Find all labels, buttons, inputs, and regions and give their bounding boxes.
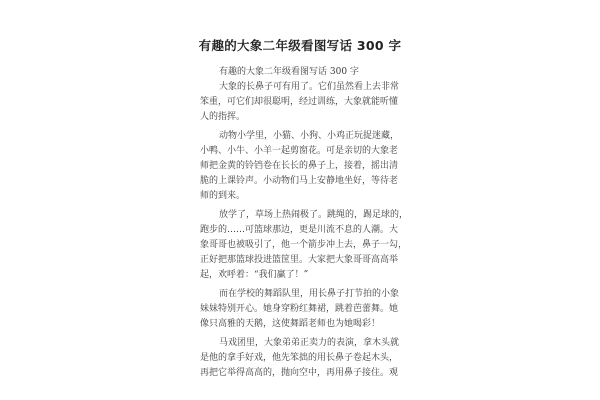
paragraph [200, 129, 415, 204]
paragraph-line: 人的指挥。 [200, 112, 246, 122]
paragraph-line: 马戏团里，大象弟弟正卖力的表演，拿木头就 [219, 338, 400, 348]
article-body [200, 63, 415, 385]
page-title: 有趣的大象二年级看图写话 300 字 [198, 38, 402, 53]
paragraph-line: 师把金黄的铃铛卷在长长的鼻子上，接着，摇出清 [200, 161, 399, 171]
paragraph-line: 小鸭、小牛、小羊一起剪窗花。可是亲切的大象老 [200, 146, 399, 156]
paragraph [200, 287, 415, 332]
paragraph-line: 跑步的……可篮球那边，更是川流不息的人潮。大 [200, 225, 399, 235]
paragraph-line: 正好把那篮球投进篮筐里。大家把大象哥哥高高举 [200, 255, 399, 265]
paragraph-line: 是他的拿手好戏，他先笨拙的用长鼻子卷起木头， [200, 353, 399, 363]
paragraph [200, 208, 415, 283]
paragraph-line: 放学了，草场上热闹极了。跳绳的，踢足球的， [219, 210, 409, 220]
paragraph-line: 象哥哥也被吸引了，他一个箭步冲上去，鼻子一勾， [200, 240, 408, 250]
paragraph-line: 像只高雅的天鹅，这使舞蹈老师也为她喝彩！ [200, 319, 381, 329]
article-heading: 有趣的大象二年级看图写话 300 字 [219, 67, 359, 77]
paragraph [200, 336, 415, 381]
paragraph-line: 脆的上课铃声。小动物们马上安静地坐好，等待老 [200, 176, 399, 186]
paragraph-line: 再把它举得高高的，抛向空中，再用鼻子接住。观 [200, 368, 399, 378]
paragraph-line: 大象的长鼻子可有用了。它们虽然看上去非常 [219, 82, 400, 92]
paragraph-line: 笨重，可它们却很聪明，经过训练，大象就能听懂 [200, 97, 399, 107]
paragraph-line: 妹妹特别开心。她身穿粉红舞裙，跳着芭蕾舞。她 [200, 304, 399, 314]
paragraph-line: 动物小学里，小猫、小狗、小鸡正玩捉迷藏， [219, 131, 400, 141]
paragraph-line: 师的到来。 [200, 191, 246, 201]
paragraph-line: 起，欢呼着：“我们赢了！” [200, 270, 309, 280]
paragraph-line: 而在学校的舞蹈队里，用长鼻子打节拍的小象 [219, 289, 400, 299]
paragraph [200, 80, 415, 125]
